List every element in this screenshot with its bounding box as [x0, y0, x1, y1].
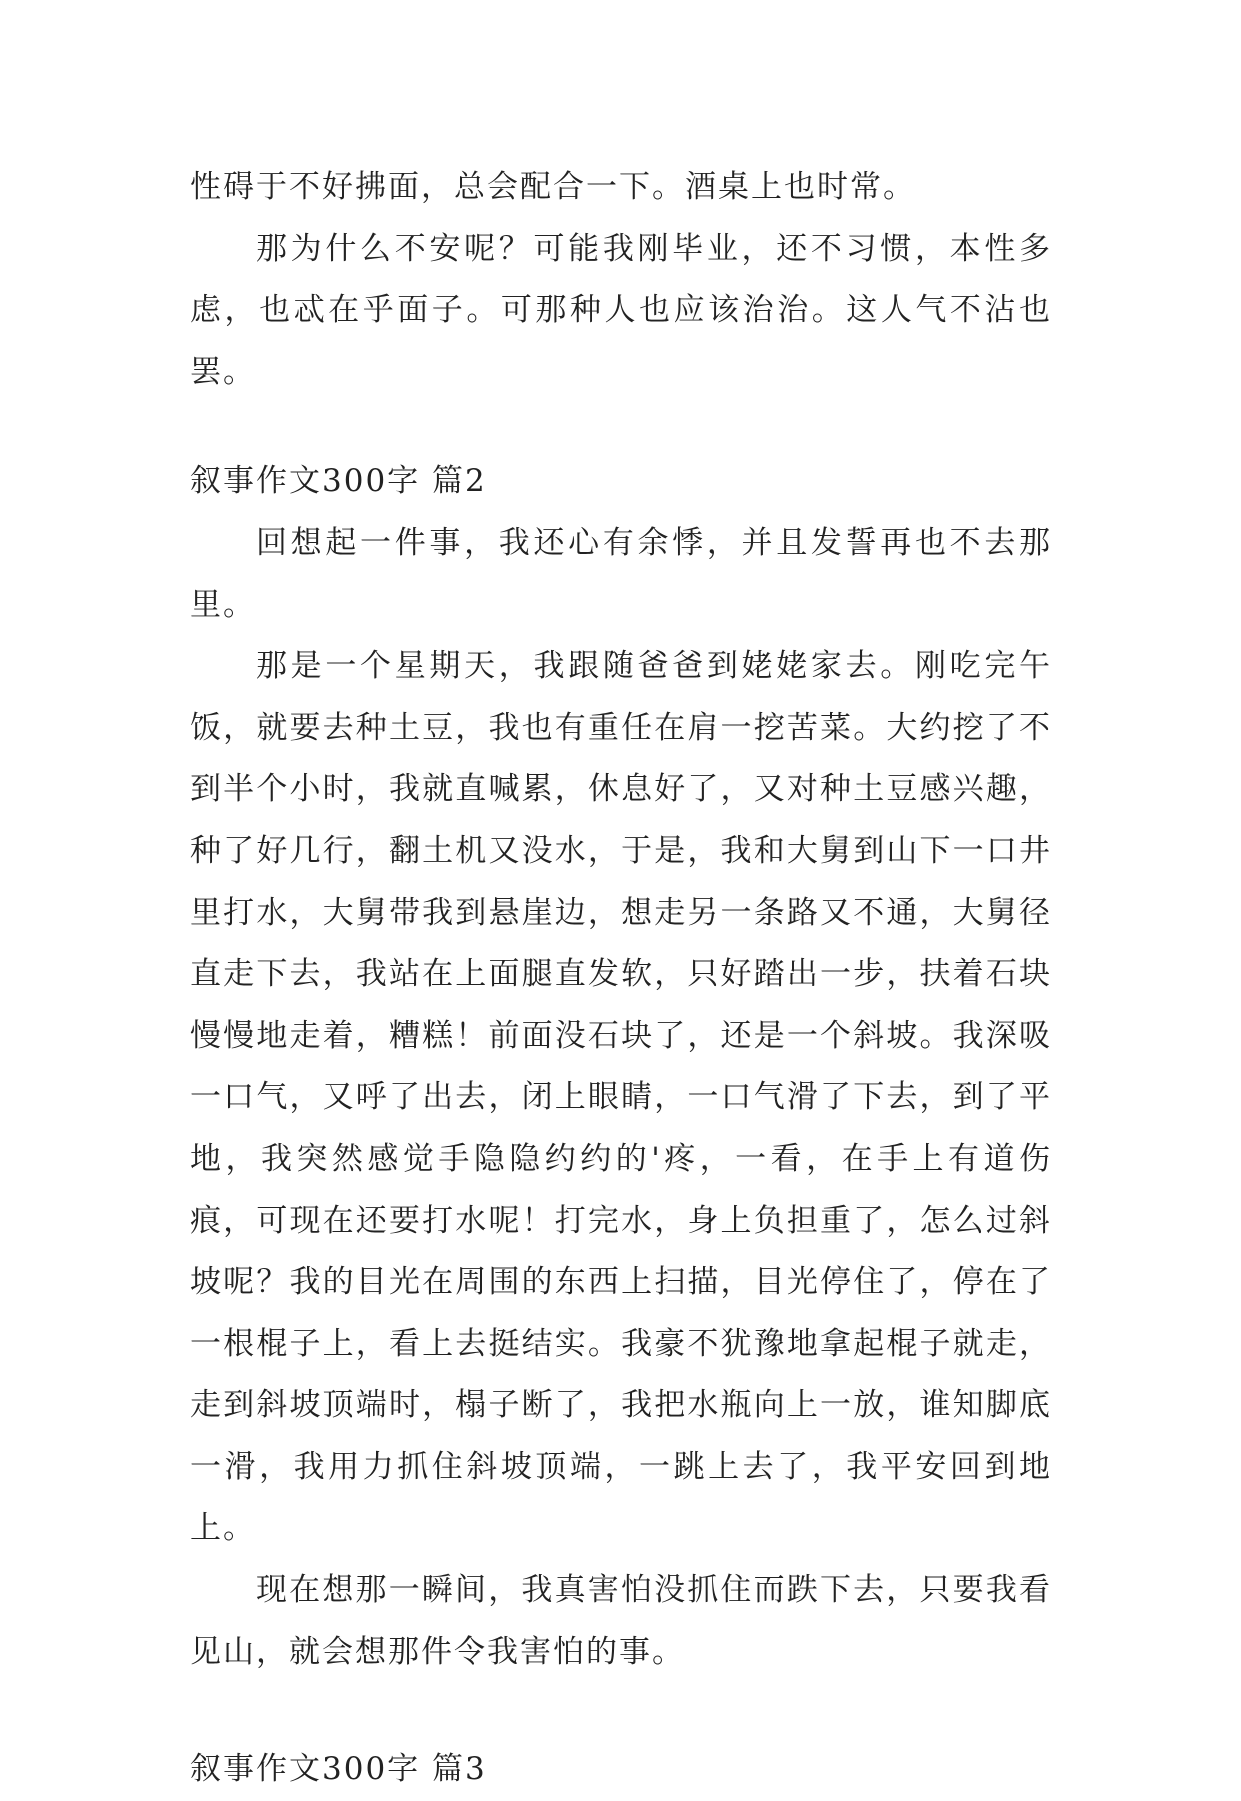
document-body — [190, 157, 1052, 1801]
paragraph: 回想起一件事，我还心有余悸，并且发誓再也不去那里。 — [190, 524, 1052, 623]
paragraph: 那是一个星期天，我跟随爸爸到姥姥家去。刚吃完午饭，就要去种土豆，我也有重任在肩一挖苦菜。大约挖了不到半个小时，我就直喊累，休息好了，又对种土豆感兴趣，种了好几行，翻土机又没水，于是，我和大舅到山下一口井里打水，大舅带我到悬崖边，想走另一条路又不通，大舅径直走下去，我站在上面腿直发软，只好踏出一步，扶着石块慢慢地走着，糟糕！前面没石块了，还是一个斜坡。我深吸一口气，又呼了出去，闭上眼睛，一口气滑了下去，到了平地，我突然感觉手隐隐约约的'疼，一看，在手上有道伤痕，可现在还要打水呢！打完水，身上负担重了，怎么过斜坡呢？我的目光在周围的东西上扫描，目光停住了，停在了一根棍子上，看上去挺结实。我豪不犹豫地拿起棍子就走，走到斜坡顶端时，榻子断了，我把水瓶向上一放，谁知脚底一滑，我用力抓住斜坡顶端，一跳上去了，我平安回到地上。 — [190, 648, 1052, 1547]
section-spacer — [190, 403, 1052, 451]
section-heading-2: 叙事作文300字 篇2 — [190, 463, 487, 500]
section-heading-3: 叙事作文300字 篇3 — [190, 1751, 487, 1788]
section-spacer — [190, 1683, 1052, 1739]
paragraph: 现在想那一瞬间，我真害怕没抓住而跌下去，只要我看见山，就会想那件令我害怕的事。 — [190, 1572, 1052, 1670]
paragraph-continued: 性碍于不好拂面，总会配合一下。酒桌上也时常。 — [190, 169, 916, 205]
paragraph: 那为什么不安呢？可能我刚毕业，还不习惯，本性多虑，也忒在乎面子。可那种人也应该治治。这人气不沾也罢。 — [190, 230, 1052, 390]
